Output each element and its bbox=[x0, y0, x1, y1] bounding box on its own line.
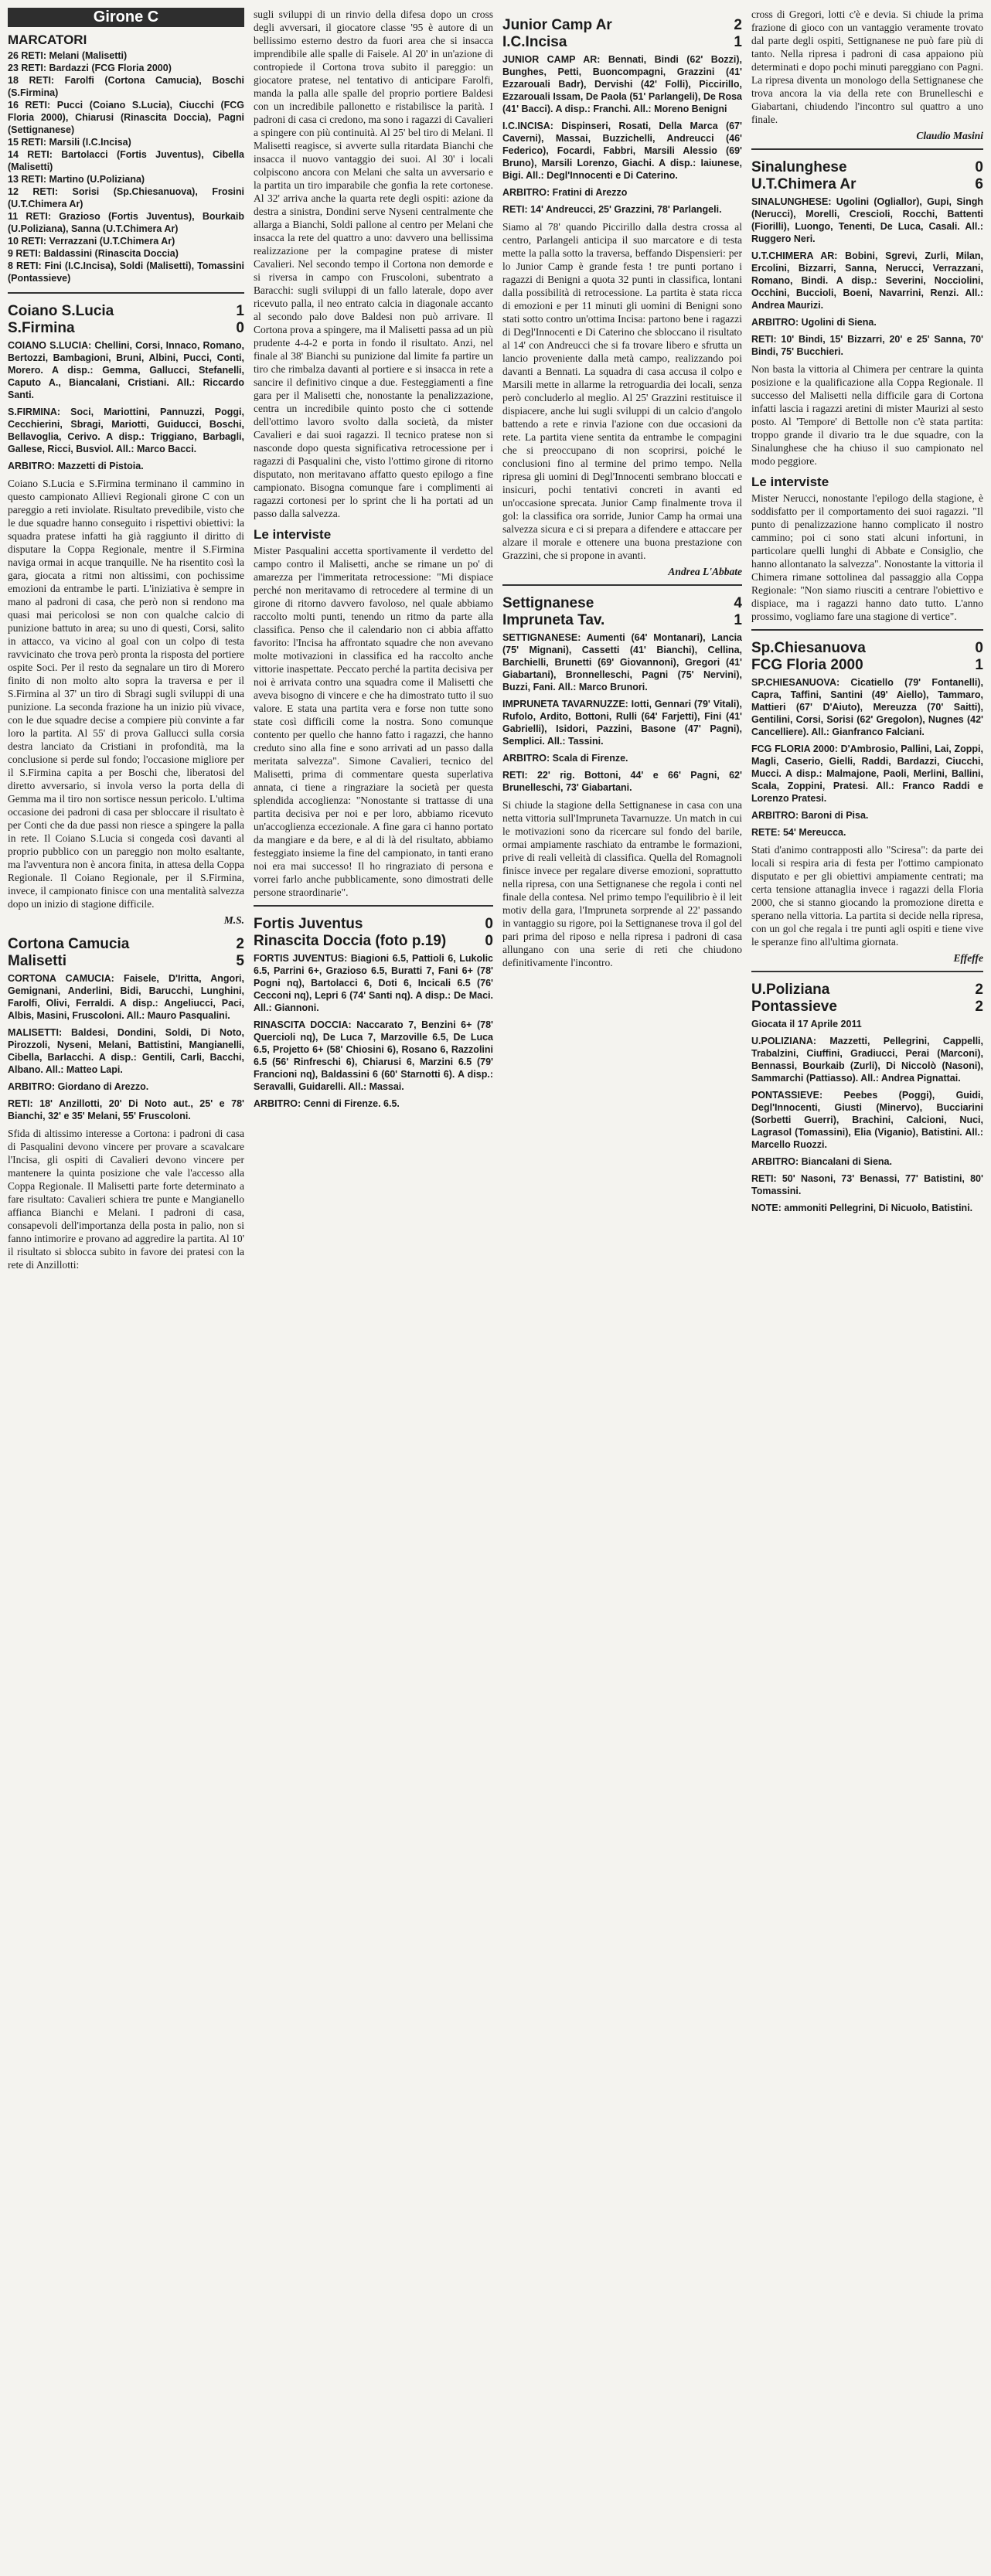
match-report: Stati d'animo contrapposti allo "Sciresa": da parte dei locali si respira aria di festa per l'ottimo campionato disputato e per gli obiettivi ampiamente centrati; ma certa tensione attanaglia invece i ragazzi della Floria 2000, che si stanno giocando la promozione diretta e sperano nella vittoria. La partita si decide nella ripresa, con un gol che regala i tre punti agli ospiti e tiene vive le speranze fino all'ultima giornata. bbox=[751, 844, 983, 948]
lineup-home: FORTIS JUVENTUS: Biagioni 6.5, Pattioli 6, Lukolic 6.5, Parrini 6+, Grazioso 6.5, Buratti 7, Fani 6+ (78' Pogni nq), Bartolacci 6, Doti 6, Incicali 6.5 (76' Cecconi nq), Lepri 6 (74' Santi nq). A disp.: De Maci. All.: Giannoni. bbox=[254, 953, 493, 1013]
scorer-line: 9 RETI: Baldassini (Rinascita Doccia) bbox=[8, 248, 179, 259]
away-team: Impruneta Tav. 1 bbox=[502, 612, 742, 628]
match-cortona-malisetti bbox=[8, 936, 244, 1271]
referee: ARBITRO: Cenni di Firenze. 6.5. bbox=[254, 1098, 400, 1109]
away-team: Pontassieve 2 bbox=[751, 999, 983, 1015]
referee: ARBITRO: Giordano di Arezzo. bbox=[8, 1081, 149, 1092]
match-sinalunghese-chimera bbox=[751, 159, 983, 468]
divider bbox=[751, 148, 983, 150]
divider bbox=[254, 905, 493, 907]
divider bbox=[502, 584, 742, 586]
scorer-line: 16 RETI: Pucci (Coiano S.Lucia), Ciucchi (FCG Floria 2000), Chiarusi (Rinascita Doccia), Pagni (Settignanese) bbox=[8, 100, 244, 135]
referee: ARBITRO: Ugolini di Siena. bbox=[751, 317, 877, 328]
lineup-away: IMPRUNETA TAVARNUZZE: Iotti, Gennari (79' Vitali), Rufolo, Ardito, Bottoni, Rulli (64' Farjetti), Fini (41' Gabrielli), Isidori, Pazzini, Basone (47' Pagni), Semplici. All.: Tassini. bbox=[502, 699, 742, 747]
referee: ARBITRO: Mazzetti di Pistoia. bbox=[8, 461, 144, 471]
divider bbox=[751, 971, 983, 972]
scorer-line: 23 RETI: Bardazzi (FCG Floria 2000) bbox=[8, 63, 172, 73]
home-team: Junior Camp Ar 2 bbox=[502, 17, 742, 33]
lineup-home: JUNIOR CAMP AR: Bennati, Bindi (62' Bozzi), Bunghes, Petti, Buoncompagni, Grazzini (41' Ezzarouali Badr), Dervishi (42' Folli), Piccirillo, Ezzarouali Issam, De Paola (51' Parlangeli), De Rosa (41' Bacci). A disp.: Franchi. All.: Moreno Benigni bbox=[502, 54, 742, 114]
notes: NOTE: ammoniti Pellegrini, Di Nicuolo, Batistini. bbox=[751, 1203, 973, 1213]
lineup-home: SETTIGNANESE: Aumenti (64' Montanari), Lancia (75' Mignani), Cassetti (41' Bianchi), Cellina, Barchielli, Brunetti (69' Giovannoni), Gregori (41' Giabartani), Bronnelleschi, Pagni (75' Nervini), Buzzi, Fani. All.: Marco Brunori. bbox=[502, 632, 742, 692]
column-2 bbox=[254, 8, 493, 1114]
home-team: Sp.Chiesanuova 0 bbox=[751, 640, 983, 656]
interviews-text: Mister Pasqualini accetta sportivamente il verdetto del campo contro il Malisetti, anche se rimane un po' di amarezza per l'immeritata retrocessione: "Mi dispiace perché non meritavamo di retrocedere al termine di un girone di ritorno davvero favoloso, nel quale abbiamo raccolto molti punti, tenendo un ritmo da parte alla classifica. Penso che il calendario non ci abbia affatto favorito: l'Incisa ha affrontato squadre che non avevano molte motivazioni in classifica ed ha raccolto anche vittorie inaspettate. Peccato perché la partita decisiva per noi è arrivata contro una squadra come il Malisetti che aveva bisogno di vincere e che ha dimostrato tutto il suo valore. E stata una partita vera e forse non tutte sono state così difficili come la nostra. Sono comunque contento per quello che hanno fatto i ragazzi, che hanno creduto sino alla fine e sono arrivati ad un passo dalla meritata salvezza". Simone Cavalieri, tecnico del Malisetti, prima di commentare questa superlativa annata, ci tiene a ringraziare la società per questa splendida accoglienza: "Nonostante si trattasse di una partita decisiva per noi e per loro, abbiamo ricevuto un'accoglienza eccezionale. A fine gara ci hanno portato da mangiare e da bere, e al di là del risultato, abbiamo festeggiato insieme la fine del campionato, in tanti erano noi era mai successo! Il ho ringraziato di persona e vorrei farlo anche pubblicamente, sono dimostrati delle persone straordinarie". bbox=[254, 545, 493, 898]
goals: RETI: 18' Anzillotti, 20' Di Noto aut., 25' e 78' Bianchi, 32' e 35' Melani, 55' Fruscoloni. bbox=[8, 1098, 244, 1121]
home-team: U.Poliziana 2 bbox=[751, 982, 983, 998]
lineup-away: I.C.INCISA: Dispinseri, Rosati, Della Marca (67' Caverni), Massai, Buzzichelli, Andreucci (46' Federico), Focardi, Fabbri, Marsili Alessio (69' Bruno), Marsili Lorenzo, Giachi. A disp.: Iaiunese, Bigi. All.: Degl'Innocenti e Di Caterino. bbox=[502, 121, 742, 181]
byline: Claudio Masini bbox=[916, 130, 983, 141]
match-report: Siamo al 78' quando Piccirillo dalla destra crossa al centro, Parlangeli anticipa il suo marcatore e di testa mette la palla sotto la traversa, beffando Dispensieri: per lo Junior Camp è grande festa ! tre punti portano i ragazzi di Benigni a quota 32 punti in classifica, lontani dalla possibilità di retrocessione. La partita è stata ricca di emozioni e per 11 minuti gli uomini di Benigni sono stati sotto contro un'ottima Incisa: partono bene i ragazzi di Degl'Innocenti e Di Caterino che sbloccano il risultato al 14' con Andreucci che si fa trovare libero e sfrutta un lancio proveniente dalla metà campo, realizzando poi davanti a Bennati. La squadra di casa accusa il colpo e Marsili mette in allarme la retroguardia dei locali, senza però concluderlo al meglio. Al 25' Grazzini restituisce il dispiacere, anche lui sugli sviluppi di un calcio d'angolo battendo a rete e rinvia l'azione con due occasioni da rete. La partita viene sentita da entrambe le compagini che si preoccupano di non scoprirsi, poiché le conclusioni fino al termine del primo tempo. Nella ripresa gli uomini di Degl'Innocenti sembrano bloccati e insicuri, pochi tentativi concreti in avanti ed un'occasione sprecata. Junior Camp finalmente trova il gol: la classifica ora sorride, Junior Camp ha ormai una salvezza sicura e ci si prepara a difendere e attaccare per alzare il morale e ottenere una buona prestazione con Grazzini, che si propone in avanti. bbox=[502, 221, 742, 561]
lineup-home: SINALUNGHESE: Ugolini (Ogliallor), Gupi, Singh (Nerucci), Morelli, Crescioli, Rocchi, Battenti (Fiorilli), Luongo, Tenenti, De Luca, Casali. All.: Ruggero Neri. bbox=[751, 196, 983, 244]
column-1 bbox=[8, 8, 244, 1274]
lineup-away: FCG FLORIA 2000: D'Ambrosio, Pallini, Lai, Zoppi, Magli, Caserio, Gielli, Raddi, Bardazzi, Ciucchi, Mucci. A disp.: Malmajone, Paoli, Merlini, Ballini, Scala, Zoppini, Pratesi. All.: Franco Raddi e Lorenzo Pratesi. bbox=[751, 744, 983, 804]
scorers-list bbox=[8, 49, 244, 284]
byline: Effeffe bbox=[953, 952, 983, 964]
byline: Andrea L'Abbate bbox=[668, 566, 742, 577]
lineup-home: SP.CHIESANUOVA: Cicatiello (79' Fontanelli), Capra, Taffini, Santini (49' Aiello), Tammaro, Mattieri (67' D'Aiuto), Mereuzza (70' Saitti), Gentilini, Corsi, Sorisi (62' Gregolon), Nugnes (42' Cancelliere). All.: Gianfranco Falciani. bbox=[751, 677, 983, 737]
home-team: Sinalunghese 0 bbox=[751, 159, 983, 175]
column-4 bbox=[751, 8, 983, 1219]
scorer-line: 10 RETI: Verrazzani (U.T.Chimera Ar) bbox=[8, 236, 175, 247]
referee: ARBITRO: Baroni di Pisa. bbox=[751, 810, 869, 821]
home-team: Settignanese 4 bbox=[502, 595, 742, 611]
referee: ARBITRO: Biancalani di Siena. bbox=[751, 1156, 892, 1167]
match-chiesanuova-floria bbox=[751, 640, 983, 965]
match-junior-incisa bbox=[502, 17, 742, 578]
match-report-continued: sugli sviluppi di un rinvio della difesa dopo un cross degli avversari, il giocatore classe '95 è autore di un bellissimo esterno destro da fuori area che si insacca imprendibile alle spalle di Faisele. Al 20' in un'azione di contropiede il Cortona trova subito il pareggio: un giocatore pratese, nel tentativo di anticipare Farolfi, manda la palla alle spalle del proprio portiere Baldesi con un incredibile pallonetto e ristabilisce la parità. I padroni di casa ci credono, ma sono i ragazzi di Cavalieri a spingere con più continuità. Al 25' bel tiro di Melani. Il Malisetti reagisce, si avverte sulla ritardata Bianchi che insacca il nuovo vantaggio dei suoi. Al 30' i locali colpiscono ancora con Melani che salta un avversario e la partita un tiro imparabile che gonfia la rete cortonese. Al 32' arriva anche la quarta rete degli ospiti: azione da destra a sinistra, Dondini serve Nyseni centralmente che allarga a Bianchi, Soldi pallone al centro per Melani che insacca la rete del quattro a uno: davvero una bellissima realizzazione per la compagine pratese di mister Cavalieri. Nel secondo tempo il Cortona non demorde e si riversa in campo con Fruscoloni, subentrato a Baracchi: sugli sviluppi di un fallo laterale, dopo aver ricevuto palla, il neo entrato calcia in diagonale accanto al secondo palo dove Baldesi non può arrivare. Il Cortona prova a spingere, ma il Malisetti passa ad un più prudente 4-4-2 e porta in fondo il risultato. Anzi, nel finale al 38' Bianchi su punizione dal limite fa partire un tiro che rimbalza davanti al portiere e si insacca in rete a sancire il definitivo cinque a due. Festeggiamenti a fine gara per il Malisetti che, nonostante la penalizzazione, centra un incredibile quinto posto che ci sottende dell'ottimo lavoro svolto dalla società, da mister Cavalieri e dai suoi ragazzi. Il tecnico pratese non si nasconde dopo questa significativa retrocessione per i ragazzi di Pasqualini che, visto l'ottimo girone di ritorno disputato, non meritavano affatto questo epilogo a fine campionato. Bisogna comunque fare i complimenti ai ragazzi cortonesi per lo sprint che li ha portati ad un passo dalla salvezza. bbox=[254, 9, 494, 519]
newspaper-page bbox=[8, 8, 983, 2558]
column-3 bbox=[502, 8, 742, 972]
scorer-line: 8 RETI: Fini (I.C.Incisa), Soldi (Malisetti), Tomassini (Pontassieve) bbox=[8, 260, 244, 284]
scorer-line: 13 RETI: Martino (U.Poliziana) bbox=[8, 174, 145, 185]
goals: RETI: 50' Nasoni, 73' Benassi, 77' Batistini, 80' Tomassini. bbox=[751, 1173, 983, 1196]
goals: RETI: 14' Andreucci, 25' Grazzini, 78' Parlangeli. bbox=[502, 204, 722, 215]
lineup-away: S.FIRMINA: Soci, Mariottini, Pannuzzi, Poggi, Cecchierini, Sbragi, Mariotti, Guiducci, Boschi, Bellavoglia, Cerivo. A disp.: Triggiano, Barbagli, Gallese, Ricci, Busviol. All.: Marco Bacci. bbox=[8, 407, 244, 454]
away-team: S.Firmina 0 bbox=[8, 320, 244, 336]
byline: M.S. bbox=[223, 914, 244, 926]
lineup-away: PONTASSIEVE: Peebes (Poggi), Guidi, Degl'Innocenti, Giusti (Minervo), Bucciarini (Sorbetti Guerri), Brachini, Calcioni, Nuci, Lagrasol (Tomassini), Elia (Viganio), Batistini. All.: Marcello Ruozzi. bbox=[751, 1090, 983, 1150]
home-team: Cortona Camucia 2 bbox=[8, 936, 244, 952]
scorer-line: 12 RETI: Sorisi (Sp.Chiesanuova), Frosini (U.T.Chimera Ar) bbox=[8, 186, 244, 209]
scorer-line: 14 RETI: Bartolacci (Fortis Juventus), Cibella (Malisetti) bbox=[8, 149, 244, 172]
match-fortis-doccia bbox=[254, 916, 493, 1110]
interviews-title: Le interviste bbox=[751, 475, 829, 489]
match-coiano-sfirmina bbox=[8, 303, 244, 927]
away-team: U.T.Chimera Ar 6 bbox=[751, 176, 983, 192]
lineup-away: MALISETTI: Baldesi, Dondini, Soldi, Di Noto, Pirozzoli, Nyseni, Melani, Battistini, Mangianelli, Cibella, Barlacchi. A disp.: Gentili, Carli, Bacchi, Albano. All.: Matteo Lapi. bbox=[8, 1027, 244, 1075]
match-poliziana-pontassieve bbox=[751, 982, 983, 1214]
goals: RETE: 54' Mereucca. bbox=[751, 827, 846, 838]
away-team: Rinascita Doccia (foto p.19) 0 bbox=[254, 933, 493, 949]
goals: RETI: 22' rig. Bottoni, 44' e 66' Pagni, 62' Brunelleschi, 73' Giabartani. bbox=[502, 770, 742, 793]
lineup-home: CORTONA CAMUCIA: Faisele, D'Iritta, Angori, Gemignani, Anderlini, Bidi, Barucchi, Lunghini, Farolfi, Olivi, Ferraldi. A disp.: Angeliucci, Paci, Albis, Masini, Fruscoloni. All.: Mauro Pasqualini. bbox=[8, 973, 244, 1021]
away-team: FCG Floria 2000 1 bbox=[751, 657, 983, 673]
lineup-away: U.T.CHIMERA AR: Bobini, Sgrevi, Zurli, Milan, Ercolini, Bizzarri, Sanna, Nerucci, Verrazzani, Romano, Bindi. A disp.: Severini, Nocciolini, Occhini, Buccioli, Boeni, Navarrini, Renzi. All.: Andrea Maurizi. bbox=[751, 250, 983, 311]
scorer-line: 18 RETI: Farolfi (Cortona Camucia), Boschi (S.Firmina) bbox=[8, 75, 244, 98]
lineup-home: U.POLIZIANA: Mazzetti, Pellegrini, Cappelli, Trabalzini, Ciuffini, Gradiucci, Perai (Marconi), Bennassi, Bourkaib (Zurli), Di Niccolò (Nasoni), Sammarchi (Pattiasso). All.: Andrea Pignattai. bbox=[751, 1036, 983, 1084]
divider bbox=[751, 629, 983, 631]
goals: RETI: 10' Bindi, 15' Bizzarri, 20' e 25' Sanna, 70' Bindi, 75' Bucchieri. bbox=[751, 334, 983, 357]
away-team: Malisetti 5 bbox=[8, 953, 244, 969]
referee: ARBITRO: Scala di Firenze. bbox=[502, 753, 628, 764]
home-team: Coiano S.Lucia 1 bbox=[8, 303, 244, 319]
match-settignanese-impruneta bbox=[502, 595, 742, 969]
lineup-away: RINASCITA DOCCIA: Naccarato 7, Benzini 6+ (78' Quercioli nq), De Luca 7, Marzoville 6.5, De Luca 6.5, Projetto 6+ (58' Chiosini 6), Rosano 6, Razzolini 6.5 (56' Rinfreschi 6), Chiarusi 6, Marzini 6.5 (79' Francioni nq), Baldassini 6 (60' Starnotti 6). A disp.: Seravalli, Guidarelli. All.: Massai. bbox=[254, 1019, 493, 1092]
interviews-title: Le interviste bbox=[254, 527, 332, 542]
match-report: Si chiude la stagione della Settignanese in casa con una netta vittoria sull'Impruneta Tavarnuzze. Un match in cui le motivazioni sono da ricercare sul fondo del barile, ormai ampiamente raschiato da entrambe le formazioni, prive di reali velleità di classifica. Quella del Romagnoli finisce invece per regalare diverse emozioni, soprattutto nella ripresa, con una Settignanese che regola i conti nel finale della contesa. Nel primo tempo l'equilibrio è il leit motiv della gara, l'Impruneta sorprende al 22' passando in vantaggio su rigore, poi la Settignanese trova il gol del pari prima del riposo e nella ripresa i padroni di casa allungano con una serie di reti che chiudono definitivamente l'incontro. bbox=[502, 799, 742, 968]
section-banner: Girone C bbox=[8, 8, 244, 27]
divider bbox=[8, 292, 244, 294]
home-team: Fortis Juventus 0 bbox=[254, 916, 493, 932]
match-date-note: Giocata il 17 Aprile 2011 bbox=[751, 1019, 862, 1029]
match-report: Coiano S.Lucia e S.Firmina terminano il cammino in questo campionato Allievi Regionali girone C con un pareggio a reti inviolate. Risultato prevedibile, visto che le due squadre hanno conseguito i rispettivi obiettivi: la squadra pratese infatti ha già raggiunto il diritto di disputare la Coppa Regionale, mentre il S.Firmina naviga ormai in acque tranquille. Ne ha risentito così la gara, giocata a ritmi non altissimi, con pochissime emozioni da entrambe le parti. L'iniziativa è sempre in mano al padroni di casa, che però non si rendono ma quasi mai pericolosi se non con qualche calcio di punizione battuto in area; su uno di questi, Corsi, salito in attacco, va vicino al goal con un colpo di testa ravvicinato che trova però pronta la risposta del portiere ospite Soci. Per il resto da segnalare un tiro di Morero finito di non molto alto sopra la traversa e per il S.Firmina al 37' un tiro di Sbragi sugli sviluppi di una punizione. La seconda frazione ha un inizio più vivace, con le due squadre decise a compiere più convinte a far loro la partita. Al 55' di prova Gallucci sulla corsia destra lanciato da Cristiani in profondità, ma la conclusione si perde sul fondo; l'occasione migliore per il S.Firmina capita a per Boschi che, liberatosi del diretto avversario, si invola verso la porta della di Gemma ma il tiro non sortisce nessun pericolo. L'ultima occasione dei padroni di casa per sbloccare il risultato è per Conti che da due passi non riesce a spingere la palla in rete. Il Coiano S.Lucia si congeda così davanti al proprio pubblico con un pareggio non molto esaltante, ma l'avventura non è ancora finita, in attesa della Coppa Regionale. Il Coiano Regionale, per il S.Firmina, invece, il campionato finisce con una mentalità salvezza dopo un inizio di stagione difficile. bbox=[8, 478, 244, 910]
scorer-line: 26 RETI: Melani (Malisetti) bbox=[8, 50, 128, 61]
interviews-text: Mister Nerucci, nonostante l'epilogo della stagione, è soddisfatto per il comportamento dei suoi ragazzi. "Il punto di penalizzazione hanno complicato il nostro cammino; poi ci sono stati alcuni infortuni, in particolare quelli lunghi di Abbate e Consiglio, che hanno allontanato la salvezza". Nonostante la vittoria il Chimera rimane sottolinea dal passaggio alla Coppa Regionale: "Non siamo riusciti a centrare l'obiettivo e dispiace, ma i ragazzi hanno dato tutto. L'anno prossimo, vogliamo fare una stagione di vertice". bbox=[751, 492, 983, 622]
match-report: Non basta la vittoria al Chimera per centrare la quinta posizione e la qualificazione alla Coppa Regionale. Il successo del Malisetti nella difficile gara di Cortona infatti lascia i ragazzi aretini di mister Maurizi al sesto posto. Al 'Tempore' di Bettolle non c'è stata partita: troppo grande il divario tra le due squadre, con la Sinalunghese che ha chiuso il suo campionato nel modo peggiore. bbox=[751, 363, 983, 467]
scorer-line: 11 RETI: Grazioso (Fortis Juventus), Bourkaib (U.Poliziana), Sanna (U.T.Chimera Ar) bbox=[8, 211, 244, 234]
referee: ARBITRO: Fratini di Arezzo bbox=[502, 187, 628, 198]
away-team: I.C.Incisa 1 bbox=[502, 34, 742, 50]
scorers-title: MARCATORI bbox=[8, 32, 87, 47]
scorer-line: 15 RETI: Marsili (I.C.Incisa) bbox=[8, 137, 131, 148]
match-report: Sfida di altissimo interesse a Cortona: i padroni di casa di Pasqualini devono vincere per provare a scavalcare l'Incisa, gli ospiti di Cavalieri devono vincere per mantenere la quinta posizione che vale l'accesso alla Coppa Regionale. Il Malisetti parte forte determinato a fare risultato: Cavalieri schiera tre punte e Mangianello affianca Bianchi e Melani. I padroni di casa, consapevoli dell'importanza della posta in palio, non si fanno intimorire e provano ad aggredire la partita. Al 10' il risultato si sblocca subito in favore dei pratesi con la rete di Anzillotti: bbox=[8, 1128, 244, 1271]
match-report-continued: cross di Gregori, lotti c'è e devia. Si chiude la prima frazione di gioco con un vantaggio veramente trovato dal parte degli ospiti, Settignanese ne può fare più di tanto. Nella ripresa i padroni di casa appaiono più determinati e dopo pochi minuti pareggiano con Pagni. La ripresa diventa un monologo della Settignanese che trova ancora la via della rete con Brunelleschi e Giabartani, chiudendo l'incontro sul quattro a uno finale. bbox=[751, 9, 983, 125]
lineup-home: COIANO S.LUCIA: Chellini, Corsi, Innaco, Romano, Bertozzi, Bambagioni, Bruni, Albini, Pucci, Conti, Morero. A disp.: Gemma, Gallucci, Stefanelli, Caputo A., Biancalani, Cristiani. All.: Riccardo Santi. bbox=[8, 340, 244, 400]
